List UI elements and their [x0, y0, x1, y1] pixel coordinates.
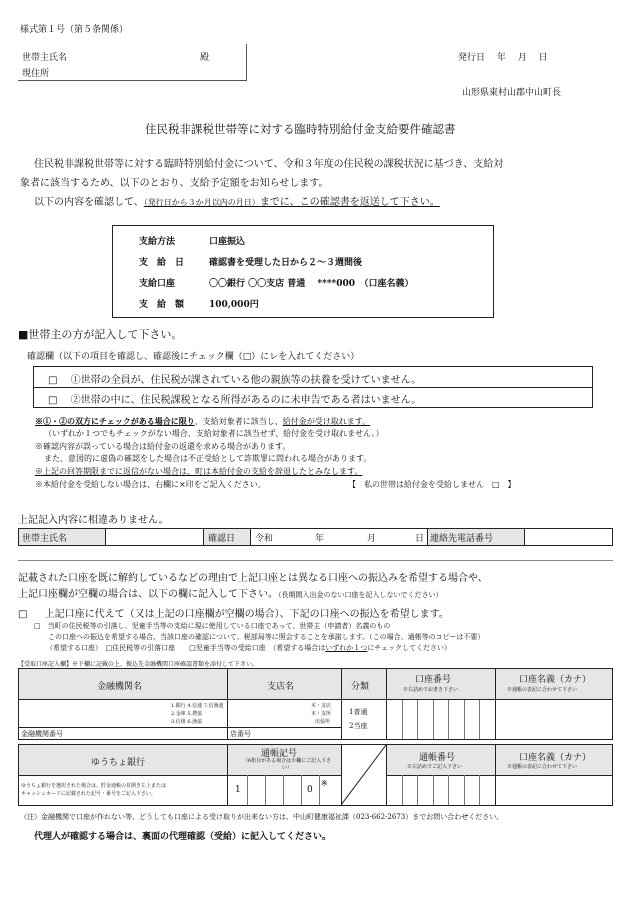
- confirm-year: 年: [315, 534, 325, 544]
- holder-header: 口座名義（カナ）: [519, 675, 592, 685]
- note-3: ※確認内容が誤っている場合は給付金の返還を求める場合があります。: [35, 442, 291, 451]
- symbol-asterisk: ※: [321, 779, 328, 788]
- method-label: 支給方法: [139, 237, 176, 247]
- deadline-text: （発行日から３か月以内の月日）: [143, 198, 260, 207]
- transfer-intro-2-main: 上記口座欄が空欄の場合は、以下の欄に記入して下さい。: [18, 589, 278, 600]
- confirm-phone-label: 連絡先電話番号: [430, 534, 494, 544]
- page-title: 住民税非課税世帯等に対する臨時特別給付金支給要件確認書: [145, 122, 456, 136]
- category-1[interactable]: 1普通: [349, 708, 368, 716]
- confirm-statement: 上記記入内容に相違ありません。: [18, 515, 169, 526]
- yucho-note-2: キャッシュカードに記載された記号・番号をご記入下さい。: [21, 791, 156, 797]
- payment-box: [112, 225, 494, 318]
- confirm-name-label: 世帯主氏名: [22, 534, 68, 544]
- branch-type-3: 出張所: [315, 719, 331, 725]
- footer-note: （注）金融機関で口座が作れない等、どうしても口座による受け取りが出来ない方は、中山町健康福祉課（023-662-2673）までお問い合わせください。: [20, 813, 504, 821]
- date-label: 支 給 日: [139, 258, 185, 268]
- yucho-holder-header: 口座名義（カナ）: [519, 753, 592, 763]
- symbol-header: 通帳記号: [261, 749, 298, 759]
- account-label: 支給口座: [139, 279, 176, 289]
- intro-line-1: 住民税非課税世帯等に対する臨時特別給付金について、令和３年度の住民税の課税状況に基づき、支給対: [34, 159, 504, 170]
- category-2[interactable]: 2当座: [349, 722, 368, 730]
- holder-note: ※通帳の表記に合わせて下さい: [507, 687, 578, 693]
- divider: [18, 560, 613, 561]
- transfer-sub-1: □ 当町の住民税等の引落し、児童手当等の支給に現に使用している口座であって、世帯主（申請者）名義のもの: [34, 622, 391, 630]
- note-1-end: 給付金が受け取れます。: [282, 417, 371, 426]
- yucho-note-1: ゆうちょ銀行を選択された場合は、貯金通帳の見開き左上または: [21, 783, 167, 789]
- institution-code-label: 金融機関番号: [21, 730, 63, 738]
- institution-type-2: 2.金庫 5.農協: [171, 711, 203, 717]
- institution-type-3: 3.信組 6.漁協: [171, 719, 203, 725]
- transfer-intro-1: 記載された口座を既に解約しているなどの理由で上記口座とは異なる口座への振込みを希望する場合や、: [18, 573, 488, 584]
- form-number: 様式第１号（第５条関係）: [20, 25, 129, 35]
- confirm-date-label: 確認日: [208, 534, 236, 544]
- note-1-mid: 、支給対象者に該当し、: [194, 417, 283, 426]
- check-table: [33, 366, 593, 408]
- check-1[interactable]: [48, 371, 421, 386]
- confirm-month: 月: [367, 534, 377, 544]
- form-label: 【受取口座記入欄】※下欄に記載の上、振込先金融機関口座確認書類を添付して下さい。: [18, 661, 259, 668]
- decline-box[interactable]: 【 私の世帯は給付金を受給しません □ 】: [348, 480, 516, 489]
- institution-type-1: 1.銀行 4.信連 7.信漁連: [171, 703, 224, 709]
- branch-type-1: 本・支店: [311, 703, 332, 709]
- method-value: 口座振込: [209, 237, 246, 247]
- yucho-holder-note: ※通帳の表記に合わせて下さい: [507, 764, 578, 770]
- address-label: 現住所: [22, 69, 50, 79]
- number-header: 通帳番号: [419, 753, 456, 763]
- intro-line-2: 象者に該当するため、以下のとおり、支給予定額をお知らせします。: [20, 178, 329, 189]
- confirm-era: 令和: [255, 534, 274, 544]
- confirm-day: 日: [415, 534, 425, 544]
- transfer-sub-3-ul: いずれか１つ: [325, 644, 368, 652]
- branch-header: 支店名: [267, 682, 295, 692]
- check-instruction: 確認欄（以下の項目を確認し、確認後にチェック欄（□）にレを入れてください）: [27, 352, 360, 362]
- recipient-name-label: 世帯主氏名: [22, 53, 68, 63]
- intro-line-3: [34, 193, 440, 208]
- check-text-2: ②世帯の中に、住民税課税となる所得があるのに未申告である者はいません。: [70, 395, 422, 406]
- transfer-option-text: 上記口座に代えて（又は上記の口座欄が空欄の場合）、下記の口座への振込を希望します。: [44, 609, 449, 620]
- check-text-1: ①世帯の全員が、住民税が課されている他の親族等の扶養を受けていません。: [70, 375, 422, 386]
- transfer-sub-3-main: （希望する口座） □住民税等の引落口座 □児童手当等の受給口座 （希望する場合は: [46, 644, 326, 652]
- account-number-header: 口座番号: [415, 675, 452, 685]
- footer-agent: 代理人が確認する場合は、裏面の代理確認（受給）に記入してください。: [34, 832, 332, 842]
- confirm-row: [18, 528, 613, 546]
- note-4: また、意図的に虚偽の確認をした場合は不正受給として詐欺罪に問われる場合があります。: [44, 454, 372, 463]
- branch-type-2: 本・支所: [311, 711, 332, 717]
- amount-label: 支 給 額: [139, 300, 185, 310]
- account-value: 〇〇銀行 〇〇支店 普通 ****000 （口座名義）: [209, 279, 414, 289]
- name-input[interactable]: [106, 529, 203, 545]
- intro-prefix: 以下の内容を確認して、: [34, 197, 144, 208]
- transfer-sub-2: この口座への振込を希望する場合、当該口座の確認について、税部局等に照会することを承諾します。（この場合、通帳等のコピーは不要）: [48, 633, 485, 641]
- phone-input[interactable]: [524, 529, 612, 545]
- honorific: 殿: [200, 53, 210, 63]
- category-header: 分類: [351, 682, 370, 692]
- yucho-table: [18, 744, 613, 806]
- transfer-intro-2-small: （長期間入出金のない口座を記入しないでください）: [278, 591, 443, 599]
- check-2[interactable]: [48, 391, 421, 406]
- note-1-bold: ※①・②の双方にチェックがある場合に限り: [35, 416, 195, 426]
- note-1: [35, 416, 370, 427]
- branch-code-label: 店番号: [230, 730, 251, 738]
- intro-suffix: までに、この確認書を返送して下さい。: [259, 197, 440, 208]
- number-note: ※右詰めでご記入下さい: [407, 764, 463, 770]
- bank-table: [18, 668, 613, 740]
- transfer-intro-2: [18, 585, 443, 600]
- date-value: 確認書を受理した日から２～３週間後: [209, 258, 363, 268]
- transfer-option-box[interactable]: □: [18, 609, 28, 620]
- note-6: ※本給付金を受給しない場合は、右欄に×印をご記入ください。: [35, 480, 266, 489]
- recipient-box: [18, 44, 247, 81]
- transfer-sub-3: [46, 643, 451, 653]
- section-heading: ■世帯主の方が記入して下さい。: [18, 328, 183, 341]
- symbol-note: （6桁目がある場合は※欄にご記入下さい）: [242, 758, 332, 771]
- transfer-option[interactable]: [18, 605, 449, 620]
- account-number-note: ※右詰めでお書き下さい: [403, 687, 459, 693]
- symbol-digit-1: 1: [235, 785, 241, 795]
- issuer: 山形県東村山郡中山町長: [462, 88, 562, 98]
- note-5: ※上記の回答期限までに返信がない場合は、町は本給付金の支給を辞退したとみなします。: [35, 467, 363, 476]
- slash-cell: [341, 745, 387, 805]
- issue-date: 発行日 年 月 日: [458, 53, 548, 63]
- check-box-2[interactable]: □: [48, 395, 58, 406]
- yucho-name: ゆうちょ銀行: [91, 758, 146, 768]
- note-2: （いずれか１つでもチェックがない場合、支給対象者に該当せず、給付金を受け取れません。）: [44, 429, 384, 438]
- amount-value: 100,000円: [209, 300, 259, 310]
- institution-header: 金融機関名: [97, 682, 143, 692]
- transfer-sub-3-end: にチェックしてください）: [367, 644, 452, 652]
- check-box-1[interactable]: □: [48, 375, 58, 386]
- symbol-digit-0: 0: [307, 785, 313, 795]
